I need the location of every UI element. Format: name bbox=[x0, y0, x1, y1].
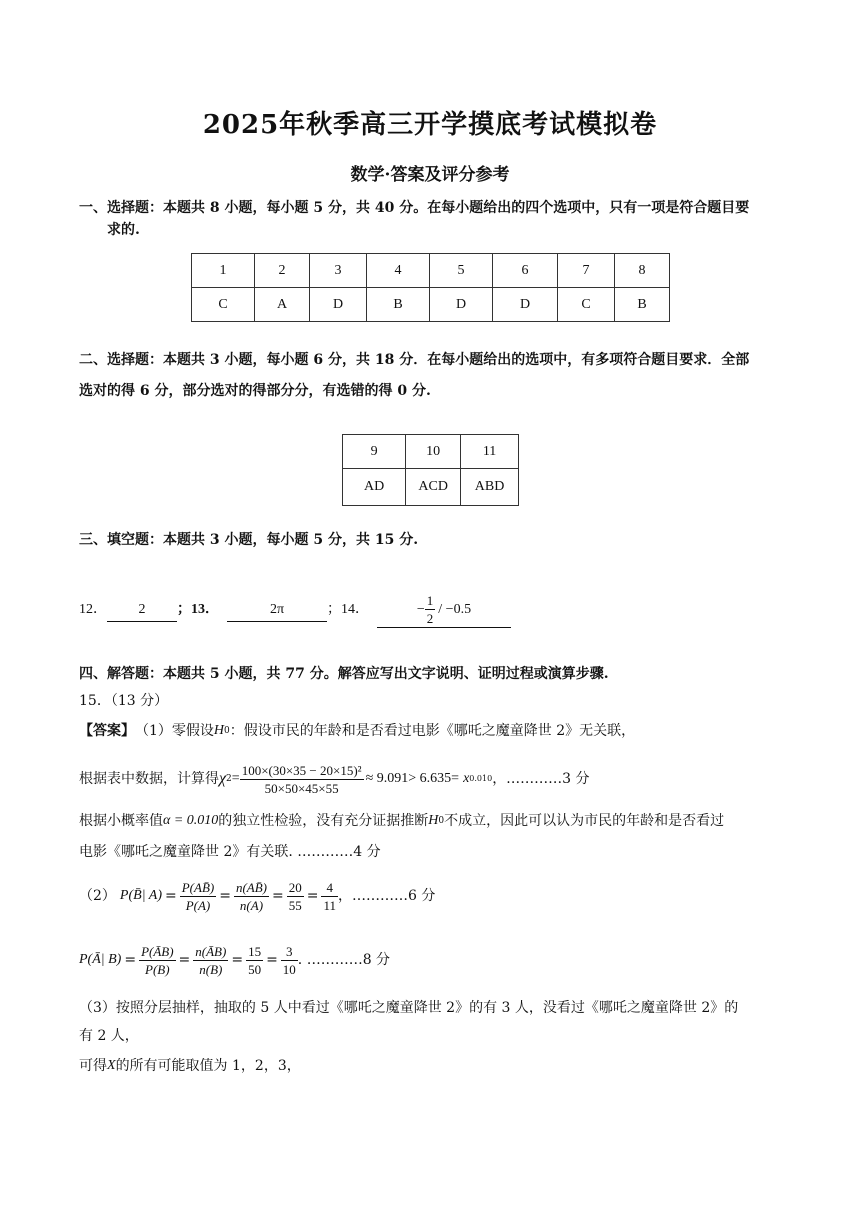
table-cell: 3 bbox=[310, 254, 367, 288]
section2-heading: 二、选择题：本题共 3 小题，每小题 6 分，共 18 分．在每小题给出的选项中，有多项符合题目要求．全部 bbox=[79, 352, 750, 368]
fraction-denominator: 50 bbox=[248, 961, 262, 977]
table-row bbox=[192, 254, 670, 288]
q14-minus: − bbox=[416, 601, 425, 617]
section1-heading: 一、选择题：本题共 8 小题，每小题 5 分，共 40 分。在每小题给出的四个选项中，只有一项是符合题目要 bbox=[79, 200, 750, 216]
math-h: H bbox=[428, 813, 439, 828]
conditional-prob-line-1 bbox=[79, 873, 435, 919]
table-cell: C bbox=[192, 288, 255, 322]
table-cell: AD bbox=[343, 469, 406, 506]
math-alpha: α = 0.010 bbox=[163, 813, 219, 828]
text-span: 的独立性检验，没有充分证据推断 bbox=[218, 813, 429, 829]
chi-square-fraction bbox=[240, 762, 364, 797]
equals-sign: = bbox=[272, 888, 284, 904]
text-span: 根据小概率值 bbox=[79, 813, 163, 829]
equals-sign: = bbox=[178, 952, 191, 968]
text-span: ：假设市民的年龄和是否看过电影《哪吒之魔童降世 2》无关联， bbox=[229, 723, 636, 739]
table-cell: 11 bbox=[461, 435, 519, 469]
text-span: （2） bbox=[79, 888, 116, 904]
equals-sign: = bbox=[124, 952, 137, 968]
q13-label: ；13． bbox=[177, 602, 219, 617]
table-cell: 2 bbox=[255, 254, 310, 288]
math-chi: χ bbox=[219, 770, 227, 787]
text-span: ，…………3 分 bbox=[492, 771, 590, 787]
table-row bbox=[343, 469, 519, 506]
fill-in-answers bbox=[79, 590, 511, 630]
math-expr: P(B̄| A) bbox=[119, 888, 162, 903]
q13-answer: 2π bbox=[227, 599, 327, 622]
fraction bbox=[234, 879, 269, 914]
math-sub: 0 bbox=[438, 816, 445, 826]
fraction bbox=[281, 943, 298, 978]
fraction-denominator: n(B) bbox=[199, 961, 223, 977]
q15-part1-conclusion bbox=[79, 810, 724, 832]
section2-answer-table bbox=[342, 434, 519, 506]
page-subtitle: 数学·答案及评分参考 bbox=[350, 165, 510, 185]
section1-answer-table bbox=[191, 253, 670, 322]
q15-part3-values bbox=[79, 1055, 301, 1077]
fraction-numerator: 4 bbox=[321, 879, 338, 897]
fraction-denominator: 10 bbox=[282, 961, 296, 977]
table-cell: ACD bbox=[406, 469, 461, 506]
section3-heading: 三、填空题：本题共 3 小题，每小题 5 分，共 15 分. bbox=[79, 532, 419, 548]
q14-answer bbox=[377, 592, 511, 628]
math-eq: = bbox=[231, 771, 240, 786]
table-cell: D bbox=[430, 288, 493, 322]
q14-fraction bbox=[425, 592, 436, 627]
equals-sign: = bbox=[219, 888, 231, 904]
table-cell: 9 bbox=[343, 435, 406, 469]
text-span: 不成立，因此可以认为市民的年龄和是否看过 bbox=[444, 813, 725, 829]
math-sub: 0.010 bbox=[469, 774, 493, 783]
table-cell: 8 bbox=[615, 254, 670, 288]
q15-part1-line bbox=[79, 720, 635, 742]
text-span: ，…………6 分 bbox=[338, 888, 436, 904]
fraction bbox=[193, 943, 228, 978]
math-expr: P(Ā| B) bbox=[79, 952, 122, 967]
table-cell: 5 bbox=[430, 254, 493, 288]
section4-heading: 四、解答题：本题共 5 小题，共 77 分。解答应写出文字说明、证明过程或演算步骤. bbox=[79, 666, 609, 682]
answer-tag: 【答案】 bbox=[79, 723, 135, 739]
table-cell: B bbox=[367, 288, 430, 322]
table-row bbox=[192, 288, 670, 322]
table-cell: C bbox=[558, 288, 615, 322]
table-cell: B bbox=[615, 288, 670, 322]
chi-square-line bbox=[79, 756, 590, 802]
fraction bbox=[180, 879, 216, 914]
equals-sign: = bbox=[165, 888, 177, 904]
q15-part3-text-cont: 有 2 人， bbox=[79, 1028, 139, 1044]
fraction-numerator: 20 bbox=[288, 879, 302, 895]
text-span: 的所有可能取值为 1，2，3， bbox=[115, 1058, 301, 1074]
equals-sign: = bbox=[231, 952, 244, 968]
text-span: ≈ 9.091> 6.635= bbox=[365, 771, 460, 786]
table-cell: D bbox=[493, 288, 558, 322]
fraction-numerator: n(AB̄) bbox=[235, 879, 267, 895]
fraction-numerator: 15 bbox=[248, 943, 262, 959]
fraction-numerator: 1 bbox=[426, 593, 434, 608]
fraction-numerator: 3 bbox=[281, 943, 298, 961]
table-cell: 6 bbox=[493, 254, 558, 288]
fraction-denominator: P(B) bbox=[145, 961, 170, 977]
table-cell: ABD bbox=[461, 469, 519, 506]
q14-alt-answer: / −0.5 bbox=[438, 601, 472, 617]
text-span: 根据表中数据，计算得 bbox=[79, 771, 219, 787]
fraction-numerator: P(AB̄) bbox=[181, 879, 215, 895]
fraction-denominator: 50×50×45×55 bbox=[264, 780, 339, 796]
fraction bbox=[287, 879, 304, 914]
math-sup: 2 bbox=[226, 774, 232, 784]
equals-sign: = bbox=[306, 888, 319, 904]
math-h: H bbox=[213, 723, 225, 738]
fraction-numerator: P(ĀB) bbox=[141, 943, 174, 959]
fraction-denominator: 55 bbox=[288, 897, 302, 913]
page-title: 2025年秋季高三开学摸底考试模拟卷 bbox=[202, 110, 658, 140]
table-cell: A bbox=[255, 288, 310, 322]
fraction-denominator: P(A) bbox=[185, 897, 211, 913]
text-span: . …………8 分 bbox=[297, 952, 391, 968]
fraction-numerator: 100×(30×35 − 20×15)² bbox=[241, 762, 362, 778]
q12-label: 12． bbox=[79, 602, 107, 617]
table-cell: D bbox=[310, 288, 367, 322]
fraction-denominator: 2 bbox=[426, 611, 434, 626]
fraction-denominator: 11 bbox=[323, 897, 336, 913]
q12-answer: 2 bbox=[107, 599, 177, 622]
text-span: （1）零假设 bbox=[135, 723, 214, 739]
math-sub: 0 bbox=[224, 726, 230, 736]
math-x: x bbox=[463, 771, 470, 786]
conditional-prob-line-2 bbox=[79, 937, 390, 983]
math-x: X bbox=[107, 1058, 116, 1073]
table-row bbox=[343, 435, 519, 469]
fraction bbox=[321, 879, 338, 914]
section1-heading-cont: 求的. bbox=[107, 222, 140, 238]
table-cell: 10 bbox=[406, 435, 461, 469]
q14-label: ；14． bbox=[327, 602, 369, 617]
fraction-denominator: n(A) bbox=[239, 897, 264, 913]
fraction bbox=[139, 943, 175, 978]
q15-label: 15．（13 分） bbox=[79, 693, 169, 709]
table-cell: 1 bbox=[192, 254, 255, 288]
q15-part1-conclusion-cont: 电影《哪吒之魔童降世 2》有关联. …………4 分 bbox=[79, 844, 381, 860]
fraction-numerator: n(ĀB) bbox=[195, 943, 227, 959]
equals-sign: = bbox=[266, 952, 278, 968]
text-span: 可得 bbox=[79, 1058, 107, 1074]
q15-part3-text: （3）按照分层抽样，抽取的 5 人中看过《哪吒之魔童降世 2》的有 3 人，没看过《哪吒之魔童降世 2》的 bbox=[79, 1000, 739, 1016]
section2-heading-cont: 选对的得 6 分，部分选对的得部分分，有选错的得 0 分. bbox=[79, 383, 431, 399]
table-cell: 7 bbox=[558, 254, 615, 288]
fraction bbox=[246, 943, 263, 978]
table-cell: 4 bbox=[367, 254, 430, 288]
